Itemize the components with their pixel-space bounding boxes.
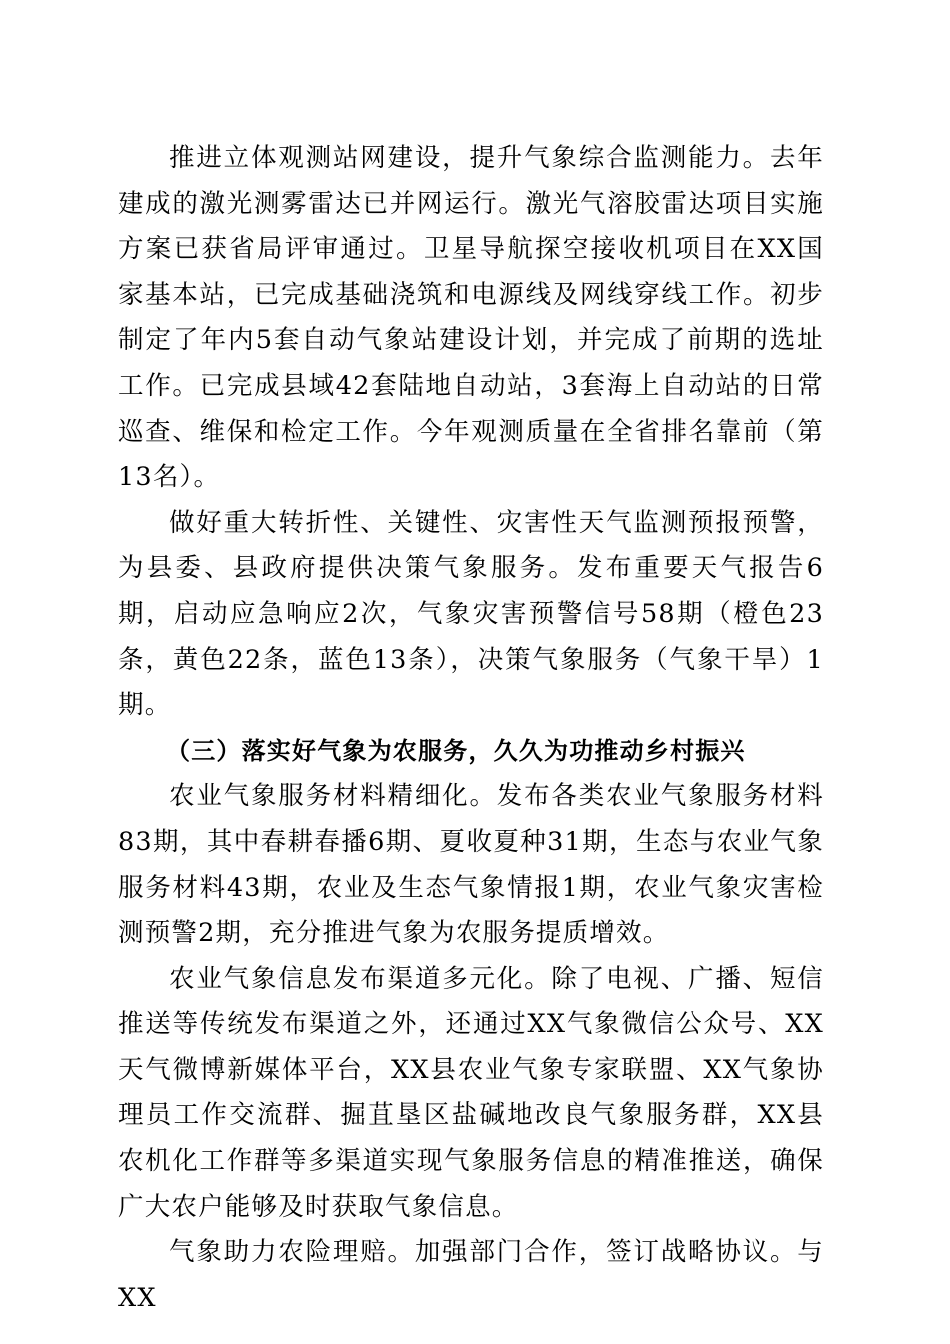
paragraph-agri-materials: 农业气象服务材料精细化。发布各类农业气象服务材料83期，其中春耕春播6期、夏收夏种31期，生态与农业气象服务材料43期，农业及生态气象情报1期，农业气象灾害检测预警2期，充分推进气象为农服务提质增效。 (118, 781, 824, 949)
section-heading-agriculture: （三）落实好气象为农服务，久久为功推动乡村振兴 (166, 736, 746, 765)
paragraph-observation-network: 推进立体观测站网建设，提升气象综合监测能力。去年建成的激光测雾雷达已并网运行。激光气溶胶雷达项目实施方案已获省局评审通过。卫星导航探空接收机项目在XX国家基本站，已完成基础浇筑和电源线及网线穿线工作。初步制定了年内5套自动气象站建设计划，并完成了前期的选址工作。已完成县域42套陆地自动站，3套海上自动站的日常巡查、维保和检定工作。今年观测质量在全省排名靠前（第13名）。 (118, 143, 824, 493)
paragraph-weather-warning: 做好重大转折性、关键性、灾害性天气监测预报预警，为县委、县政府提供决策气象服务。发布重要天气报告6期，启动应急响应2次，气象灾害预警信号58期（橙色23条，黄色22条，蓝色13条），决策气象服务（气象干旱）1期。 (118, 507, 824, 721)
paragraph-agri-insurance: 气象助力农险理赔。加强部门合作，签订战略协议。与XX (118, 1237, 824, 1313)
document-body (118, 136, 824, 1321)
paragraph-agri-channels: 农业气象信息发布渠道多元化。除了电视、广播、短信推送等传统发布渠道之外，还通过XX气象微信公众号、XX天气微博新媒体平台，XX县农业气象专家联盟、XX气象协理员工作交流群、掘苴垦区盐碱地改良气象服务群，XX县农机化工作群等多渠道实现气象服务信息的精准推送，确保广大农户能够及时获取气象信息。 (118, 963, 824, 1222)
